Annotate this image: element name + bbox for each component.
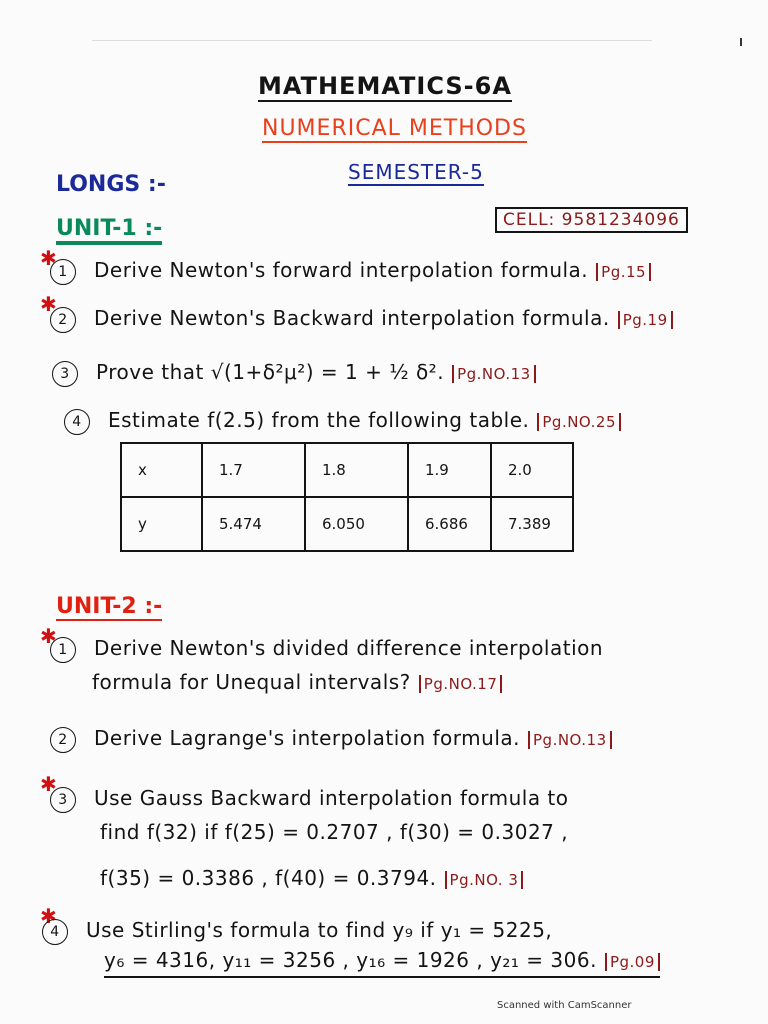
- page-edge: [92, 40, 652, 41]
- unit1-heading: UNIT-1 :-: [56, 216, 162, 245]
- question-text: Use Stirling's formula to find y₉ if y₁ = 5225,: [86, 918, 553, 942]
- question-text: y₆ = 4316, y₁₁ = 3256 , y₁₆ = 1926 , y₂₁ = 306.: [104, 948, 597, 972]
- question-text: f(35) = 0.3386 , f(40) = 0.3794.: [100, 866, 437, 890]
- question-number: 4: [64, 409, 90, 435]
- question-text: Derive Newton's forward interpolation formula.: [94, 258, 589, 282]
- question-number: 2: [50, 307, 76, 333]
- unit2-question-3: [50, 786, 569, 813]
- question-text: Derive Newton's divided difference interpolation: [94, 636, 604, 660]
- section-heading: LONGS :-: [56, 172, 166, 197]
- page-ref: Pg.15: [596, 263, 651, 281]
- question-number: 1: [50, 259, 76, 285]
- subject-title: NUMERICAL METHODS: [262, 116, 527, 141]
- star-icon: ✱: [40, 904, 57, 928]
- unit1-question-1: [50, 258, 651, 285]
- unit1-question-3: [52, 360, 536, 387]
- page-ref: Pg.19: [618, 311, 673, 329]
- unit2-question-1-cont: [92, 670, 502, 694]
- question-text: find f(32) if f(25) = 0.2707 , f(30) = 0.3027 ,: [100, 820, 569, 844]
- unit1-question-2: [50, 306, 673, 333]
- table-cell: y: [121, 497, 202, 551]
- question-number: 3: [52, 361, 78, 387]
- unit2-question-2: [50, 726, 612, 753]
- margin-mark: [740, 38, 742, 46]
- cell-number-box: CELL: 9581234096: [495, 207, 688, 233]
- table-cell: 1.8: [305, 443, 408, 497]
- page-ref: Pg.NO.13: [452, 365, 536, 383]
- page-ref: Pg.NO.17: [419, 675, 503, 693]
- question-text: Derive Newton's Backward interpolation formula.: [94, 306, 610, 330]
- table-cell: 6.686: [408, 497, 491, 551]
- table-cell: 1.9: [408, 443, 491, 497]
- page-ref: Pg.09: [605, 953, 660, 971]
- page-title: MATHEMATICS-6A: [258, 72, 512, 100]
- question-text: Prove that √(1+δ²μ²) = 1 + ½ δ².: [96, 360, 445, 384]
- semester-title: SEMESTER-5: [348, 160, 484, 184]
- question-number: 2: [50, 727, 76, 753]
- question-text: Use Gauss Backward interpolation formula to: [94, 786, 569, 810]
- page-ref: Pg.NO.13: [528, 731, 612, 749]
- question-text: Estimate f(2.5) from the following table.: [108, 408, 530, 432]
- unit2-question-4: [42, 918, 552, 945]
- table-cell: 1.7: [202, 443, 305, 497]
- page-ref: Pg.NO.25: [537, 413, 621, 431]
- star-icon: ✱: [40, 246, 57, 270]
- table-cell: x: [121, 443, 202, 497]
- star-icon: ✱: [40, 772, 57, 796]
- table-row-x: [121, 443, 573, 497]
- unit2-question-4-cont: [104, 948, 660, 978]
- star-icon: ✱: [40, 624, 57, 648]
- question-text: Derive Lagrange's interpolation formula.: [94, 726, 520, 750]
- question-number: 3: [50, 787, 76, 813]
- data-table: [120, 442, 574, 552]
- table-cell: 6.050: [305, 497, 408, 551]
- unit2-heading: UNIT-2 :-: [56, 594, 163, 619]
- star-icon: ✱: [40, 292, 57, 316]
- page-ref: Pg.NO. 3: [445, 871, 524, 889]
- table-cell: 7.389: [491, 497, 573, 551]
- unit2-question-3-cont: [100, 866, 523, 890]
- table-cell: 5.474: [202, 497, 305, 551]
- question-text: formula for Unequal intervals?: [92, 670, 411, 694]
- table-cell: 2.0: [491, 443, 573, 497]
- question-number: 4: [42, 919, 68, 945]
- question-number: 1: [50, 637, 76, 663]
- unit1-question-4: [64, 408, 621, 435]
- unit2-question-1: [50, 636, 603, 663]
- scanner-watermark: Scanned with CamScanner: [497, 1000, 632, 1011]
- table-row-y: [121, 497, 573, 551]
